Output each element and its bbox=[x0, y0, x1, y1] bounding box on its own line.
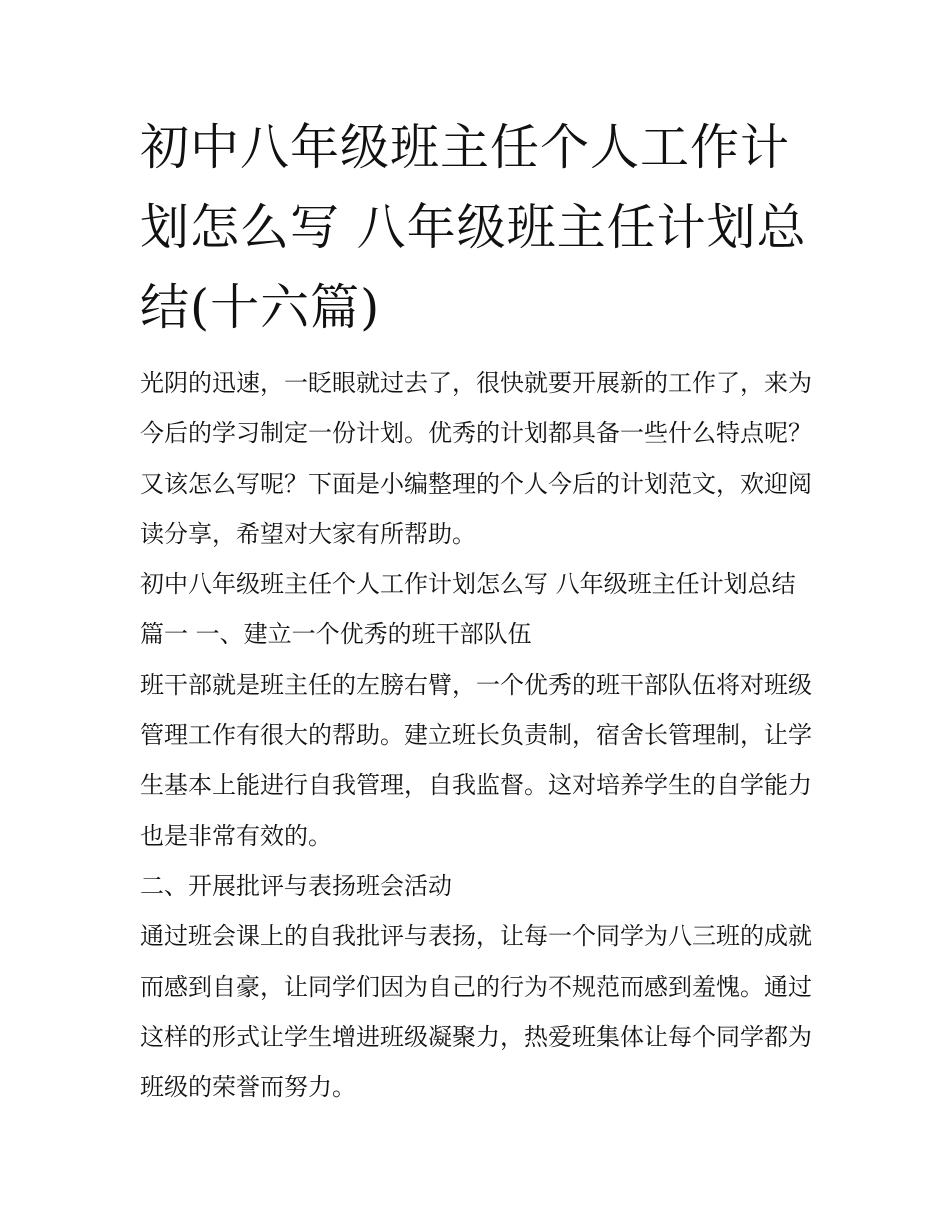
intro-paragraph: 光阴的迅速，一眨眼就过去了，很快就要开展新的工作了，来为今后的学习制定一份计划。优秀的计划都具备一些什么特点呢？又该怎么写呢？下面是小编整理的个人今后的计划范文，欢迎阅读分享，希望对大家有所帮助。 bbox=[140, 369, 812, 548]
document-page bbox=[140, 108, 816, 1112]
body-paragraph-2: 通过班会课上的自我批评与表扬，让每一个同学为八三班的成就而感到自豪，让同学们因为自己的行为不规范而感到羞愧。通过这样的形式让学生增进班级凝聚力，热爱班集体让每个同学都为班级的荣誉而努力。 bbox=[140, 922, 812, 1102]
section-heading-1: 初中八年级班主任个人工作计划怎么写 八年级班主任计划总结篇一 一、建立一个优秀的班干部队伍 bbox=[140, 570, 796, 649]
document-body bbox=[140, 358, 816, 1112]
body-paragraph-1: 班干部就是班主任的左膀右臂，一个优秀的班干部队伍将对班级管理工作有很大的帮助。建立班长负责制，宿舍长管理制，让学生基本上能进行自我管理，自我监督。这对培养学生的自学能力也是非常有效的。 bbox=[140, 670, 812, 850]
document-title: 初中八年级班主任个人工作计划怎么写 八年级班主任计划总结(十六篇) bbox=[140, 119, 807, 336]
section-heading-2: 二、开展批评与表扬班会活动 bbox=[140, 871, 452, 900]
